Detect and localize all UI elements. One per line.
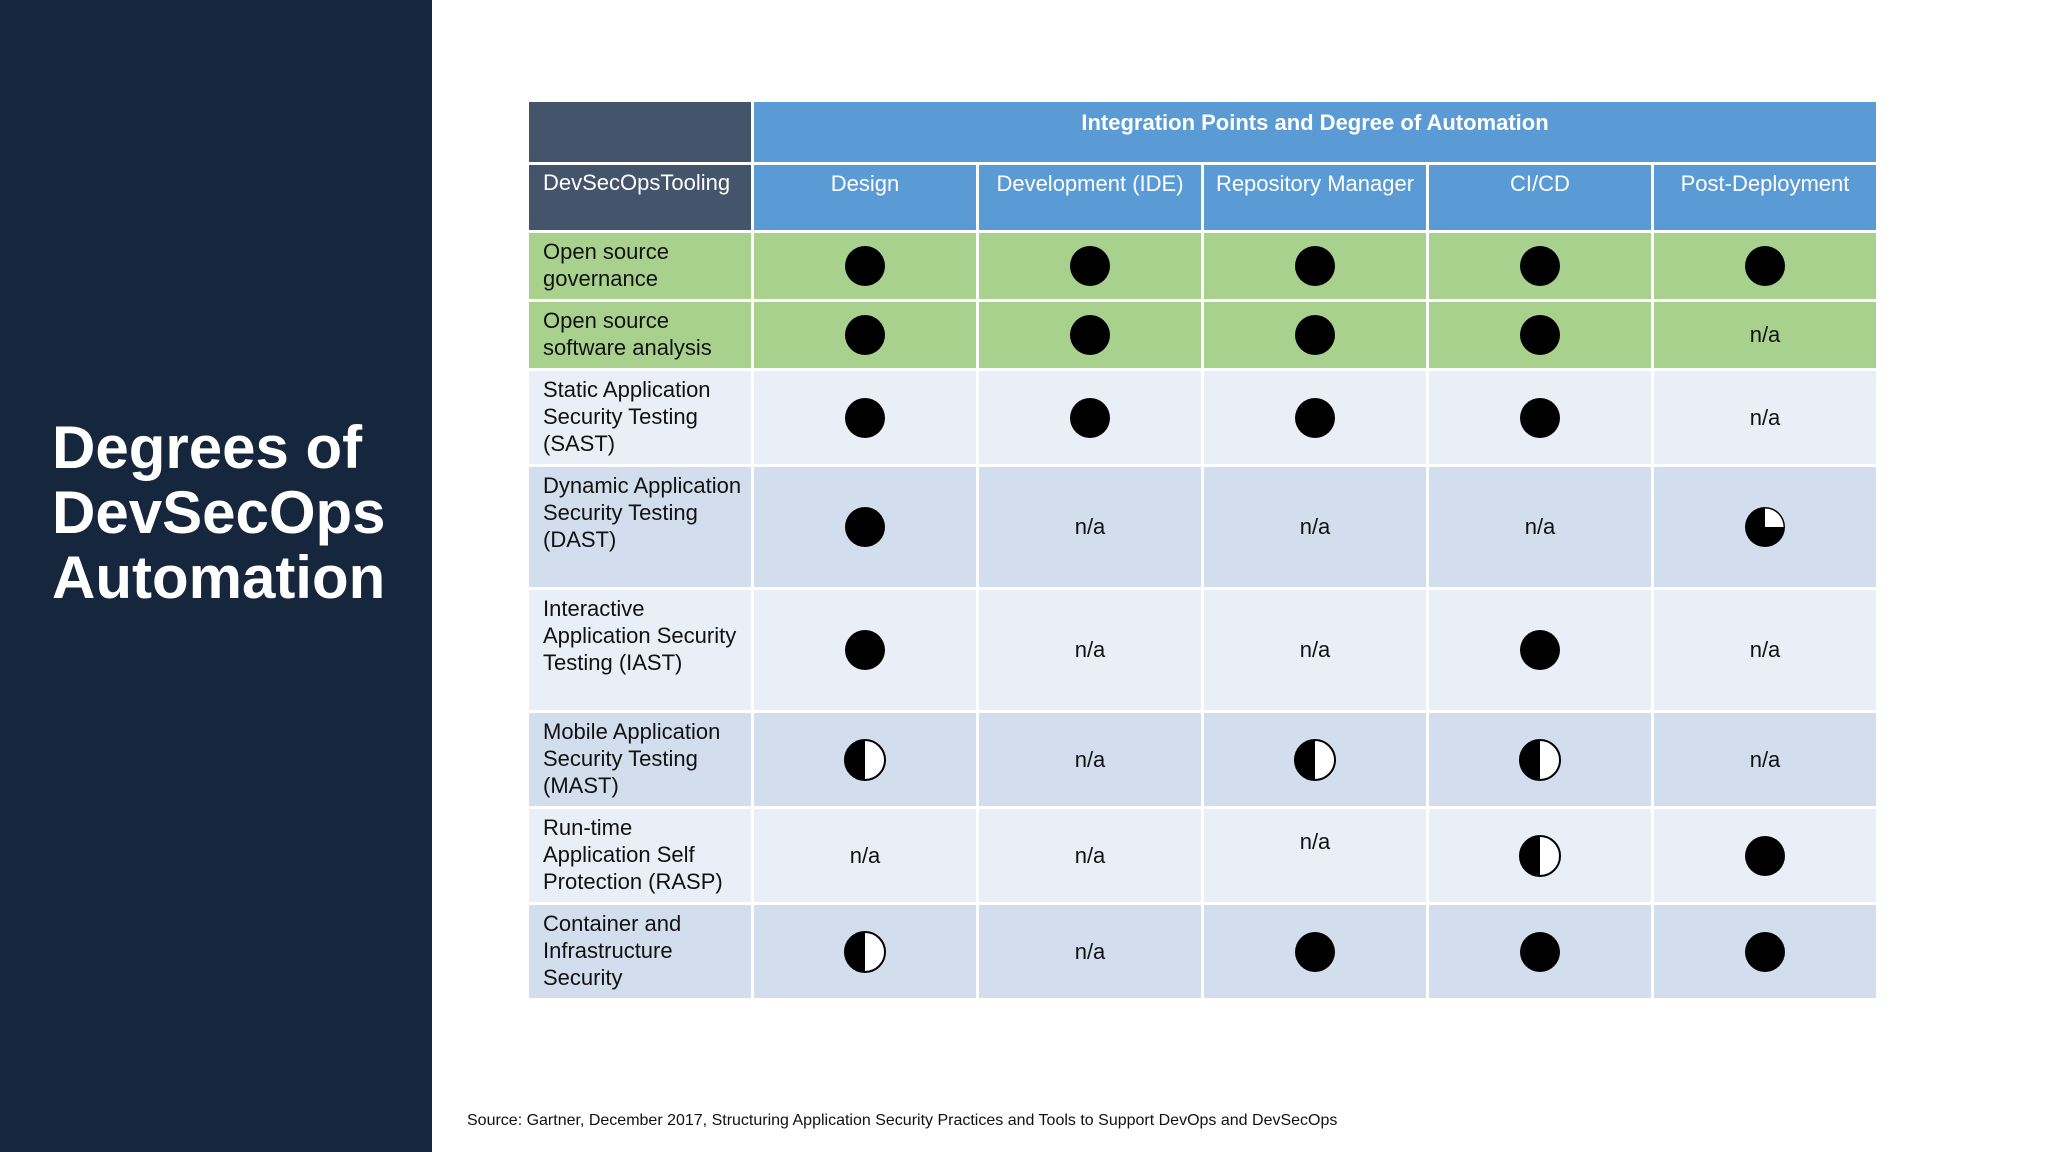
automation-level-cell [1653, 232, 1878, 301]
full-automation-icon [1518, 244, 1562, 288]
table-row [528, 712, 1878, 808]
na-cell: n/a [1203, 589, 1428, 712]
tooling-header: DevSecOpsTooling [528, 164, 753, 232]
column-header-development-ide: Development (IDE) [978, 164, 1203, 232]
column-header-post-deployment: Post-Deployment [1653, 164, 1878, 232]
full-automation-icon [843, 396, 887, 440]
automation-level-cell [1428, 589, 1653, 712]
automation-level-cell [1203, 370, 1428, 466]
automation-level-cell [1428, 232, 1653, 301]
automation-level-cell [753, 589, 978, 712]
automation-matrix [526, 99, 1879, 1001]
automation-level-cell [978, 370, 1203, 466]
full-automation-icon [1068, 313, 1112, 357]
row-label: Dynamic Application Security Testing (DAST) [528, 466, 753, 589]
automation-level-cell [1428, 808, 1653, 904]
automation-level-cell [1203, 232, 1428, 301]
full-automation-icon [843, 244, 887, 288]
table-row [528, 466, 1878, 589]
half-automation-icon [1293, 738, 1337, 782]
full-automation-icon [1293, 930, 1337, 974]
full-automation-icon [1518, 396, 1562, 440]
corner-cell [528, 101, 753, 164]
group-header: Integration Points and Degree of Automation [753, 101, 1878, 164]
na-cell: n/a [1653, 370, 1878, 466]
row-label: Container and Infrastructure Security [528, 904, 753, 1000]
full-automation-icon [1743, 930, 1787, 974]
automation-level-cell [753, 232, 978, 301]
column-header-design: Design [753, 164, 978, 232]
na-cell: n/a [978, 589, 1203, 712]
automation-level-cell [1428, 712, 1653, 808]
full-automation-icon [1743, 834, 1787, 878]
table-row [528, 589, 1878, 712]
full-automation-icon [843, 313, 887, 357]
table-row [528, 232, 1878, 301]
full-automation-icon [1068, 396, 1112, 440]
automation-level-cell [1428, 904, 1653, 1000]
na-cell: n/a [1653, 589, 1878, 712]
row-label: Interactive Application Security Testing (IAST) [528, 589, 753, 712]
table-row [528, 808, 1878, 904]
table-row [528, 904, 1878, 1000]
na-cell: n/a [978, 466, 1203, 589]
automation-level-cell [1203, 712, 1428, 808]
automation-level-cell [978, 232, 1203, 301]
row-label: Run-time Application Self Protection (RASP) [528, 808, 753, 904]
na-cell: n/a [753, 808, 978, 904]
three-quarter-automation-icon [1743, 505, 1787, 549]
na-cell: n/a [1653, 301, 1878, 370]
half-automation-icon [1518, 834, 1562, 878]
matrix-body [528, 232, 1878, 1000]
full-automation-icon [1518, 628, 1562, 672]
slide-title: Degrees of DevSecOps Automation [52, 414, 386, 611]
automation-level-cell [1653, 808, 1878, 904]
na-cell: n/a [1428, 466, 1653, 589]
full-automation-icon [1518, 313, 1562, 357]
automation-level-cell [753, 370, 978, 466]
half-automation-icon [1518, 738, 1562, 782]
automation-level-cell [753, 904, 978, 1000]
full-automation-icon [843, 505, 887, 549]
automation-level-cell [1653, 466, 1878, 589]
automation-level-cell [1203, 904, 1428, 1000]
automation-level-cell [753, 466, 978, 589]
column-header-repository-manager: Repository Manager [1203, 164, 1428, 232]
row-label: Static Application Security Testing (SAST) [528, 370, 753, 466]
row-label: Mobile Application Security Testing (MAST) [528, 712, 753, 808]
na-cell: n/a [1203, 466, 1428, 589]
full-automation-icon [1743, 244, 1787, 288]
automation-level-cell [753, 712, 978, 808]
row-label: Open source software analysis [528, 301, 753, 370]
full-automation-icon [1293, 244, 1337, 288]
full-automation-icon [1293, 396, 1337, 440]
full-automation-icon [843, 628, 887, 672]
source-citation: Source: Gartner, December 2017, Structuring Application Security Practices and Tools to Support DevOps and DevSecOps [467, 1112, 1338, 1129]
automation-level-cell [978, 301, 1203, 370]
automation-level-cell [1428, 301, 1653, 370]
na-cell: n/a [978, 808, 1203, 904]
na-cell: n/a [1653, 712, 1878, 808]
automation-level-cell [1203, 301, 1428, 370]
na-cell: n/a [978, 712, 1203, 808]
column-header-ci-cd: CI/CD [1428, 164, 1653, 232]
full-automation-icon [1068, 244, 1112, 288]
half-automation-icon [843, 738, 887, 782]
automation-level-cell [1653, 904, 1878, 1000]
automation-level-cell [1428, 370, 1653, 466]
na-cell: n/a [978, 904, 1203, 1000]
half-automation-icon [843, 930, 887, 974]
automation-level-cell [753, 301, 978, 370]
table-row [528, 301, 1878, 370]
row-label: Open source governance [528, 232, 753, 301]
na-cell: n/a [1203, 808, 1428, 904]
full-automation-icon [1293, 313, 1337, 357]
table-row [528, 370, 1878, 466]
sidebar-panel [0, 0, 432, 1152]
full-automation-icon [1518, 930, 1562, 974]
